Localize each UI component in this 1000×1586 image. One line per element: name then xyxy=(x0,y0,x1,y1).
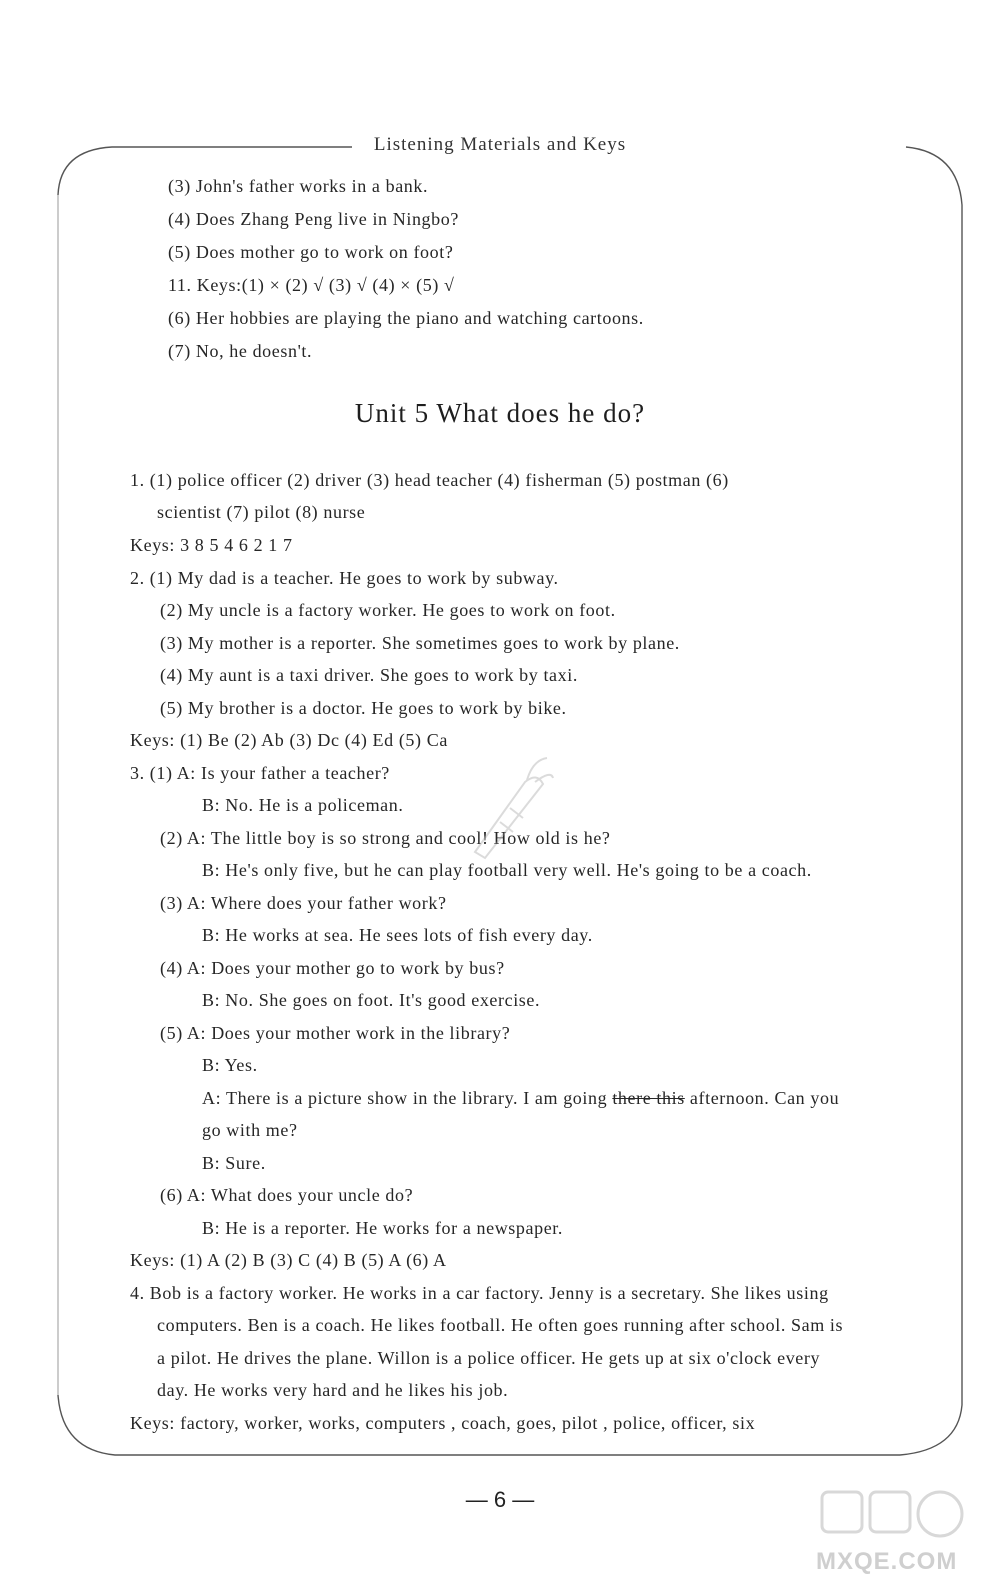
running-header: Listening Materials and Keys xyxy=(373,134,627,155)
text-line: B: He works at sea. He sees lots of fish every day. xyxy=(202,925,593,945)
text-line: (2) My uncle is a factory worker. He goes to work on foot. xyxy=(160,600,616,620)
text-line: (6) A: What does your uncle do? xyxy=(160,1185,414,1205)
text-line: 3. (1) A: Is your father a teacher? xyxy=(130,763,390,783)
text-line: (4) Does Zhang Peng live in Ningbo? xyxy=(168,209,459,229)
text-line: B: No. She goes on foot. It's good exercise. xyxy=(202,990,541,1010)
site-url-watermark: MXQE.COM xyxy=(816,1548,958,1575)
text-line: (7) No, he doesn't. xyxy=(168,341,313,361)
text-line xyxy=(202,1088,839,1109)
text-line: a pilot. He drives the plane. Willon is a police officer. He gets up at six o'clock every xyxy=(157,1348,821,1368)
text-line: 4. Bob is a factory worker. He works in a car factory. Jenny is a secretary. She likes using xyxy=(130,1283,829,1303)
keys-line: 11. Keys:(1) × (2) √ (3) √ (4) × (5) √ xyxy=(168,275,455,295)
text-span: A: There is a picture show in the library. I am going xyxy=(202,1088,608,1108)
text-line: 2. (1) My dad is a teacher. He goes to work by subway. xyxy=(130,568,559,588)
text-span: afternoon. Can you xyxy=(689,1088,840,1108)
page-number: — 6 — xyxy=(465,1487,535,1512)
keys-line: Keys: 3 8 5 4 6 2 1 7 xyxy=(130,535,293,555)
text-line: B: Yes. xyxy=(202,1055,258,1075)
text-line: go with me? xyxy=(202,1120,298,1140)
text-line: (2) A: The little boy is so strong and cool! How old is he? xyxy=(160,828,611,848)
text-line: (6) Her hobbies are playing the piano and watching cartoons. xyxy=(168,308,644,328)
text-line: (5) My brother is a doctor. He goes to work by bike. xyxy=(160,698,567,718)
text-line: (3) A: Where does your father work? xyxy=(160,893,447,913)
text-line: B: He is a reporter. He works for a newspaper. xyxy=(202,1218,563,1238)
text-line: scientist (7) pilot (8) nurse xyxy=(157,502,366,522)
text-line: 1. (1) police officer (2) driver (3) head teacher (4) fisherman (5) postman (6) xyxy=(130,470,729,490)
keys-line: Keys: factory, worker, works, computers , coach, goes, pilot , police, officer, six xyxy=(130,1413,756,1433)
text-line: B: Sure. xyxy=(202,1153,266,1173)
text-line: (3) My mother is a reporter. She sometimes goes to work by plane. xyxy=(160,633,680,653)
text-line: (4) A: Does your mother go to work by bus? xyxy=(160,958,505,978)
unit-title: Unit 5 What does he do? xyxy=(354,398,646,428)
text-line: (5) A: Does your mother work in the library? xyxy=(160,1023,511,1043)
keys-line: Keys: (1) A (2) B (3) C (4) B (5) A (6) A xyxy=(130,1250,447,1270)
keys-line: Keys: (1) Be (2) Ab (3) Dc (4) Ed (5) Ca xyxy=(130,730,448,750)
text-line: computers. Ben is a coach. He likes football. He often goes running after school. Sam is xyxy=(157,1315,844,1335)
site-logo-icon xyxy=(818,1484,968,1544)
struck-text: there this xyxy=(612,1088,685,1108)
text-line: B: No. He is a policeman. xyxy=(202,795,404,815)
text-line: B: He's only five, but he can play football very well. He's going to be a coach. xyxy=(202,860,812,880)
text-line: (4) My aunt is a taxi driver. She goes to work by taxi. xyxy=(160,665,578,685)
carrot-watermark-icon xyxy=(455,752,555,862)
text-line: day. He works very hard and he likes his job. xyxy=(157,1380,509,1400)
text-line: (5) Does mother go to work on foot? xyxy=(168,242,454,262)
text-line: (3) John's father works in a bank. xyxy=(168,176,429,196)
